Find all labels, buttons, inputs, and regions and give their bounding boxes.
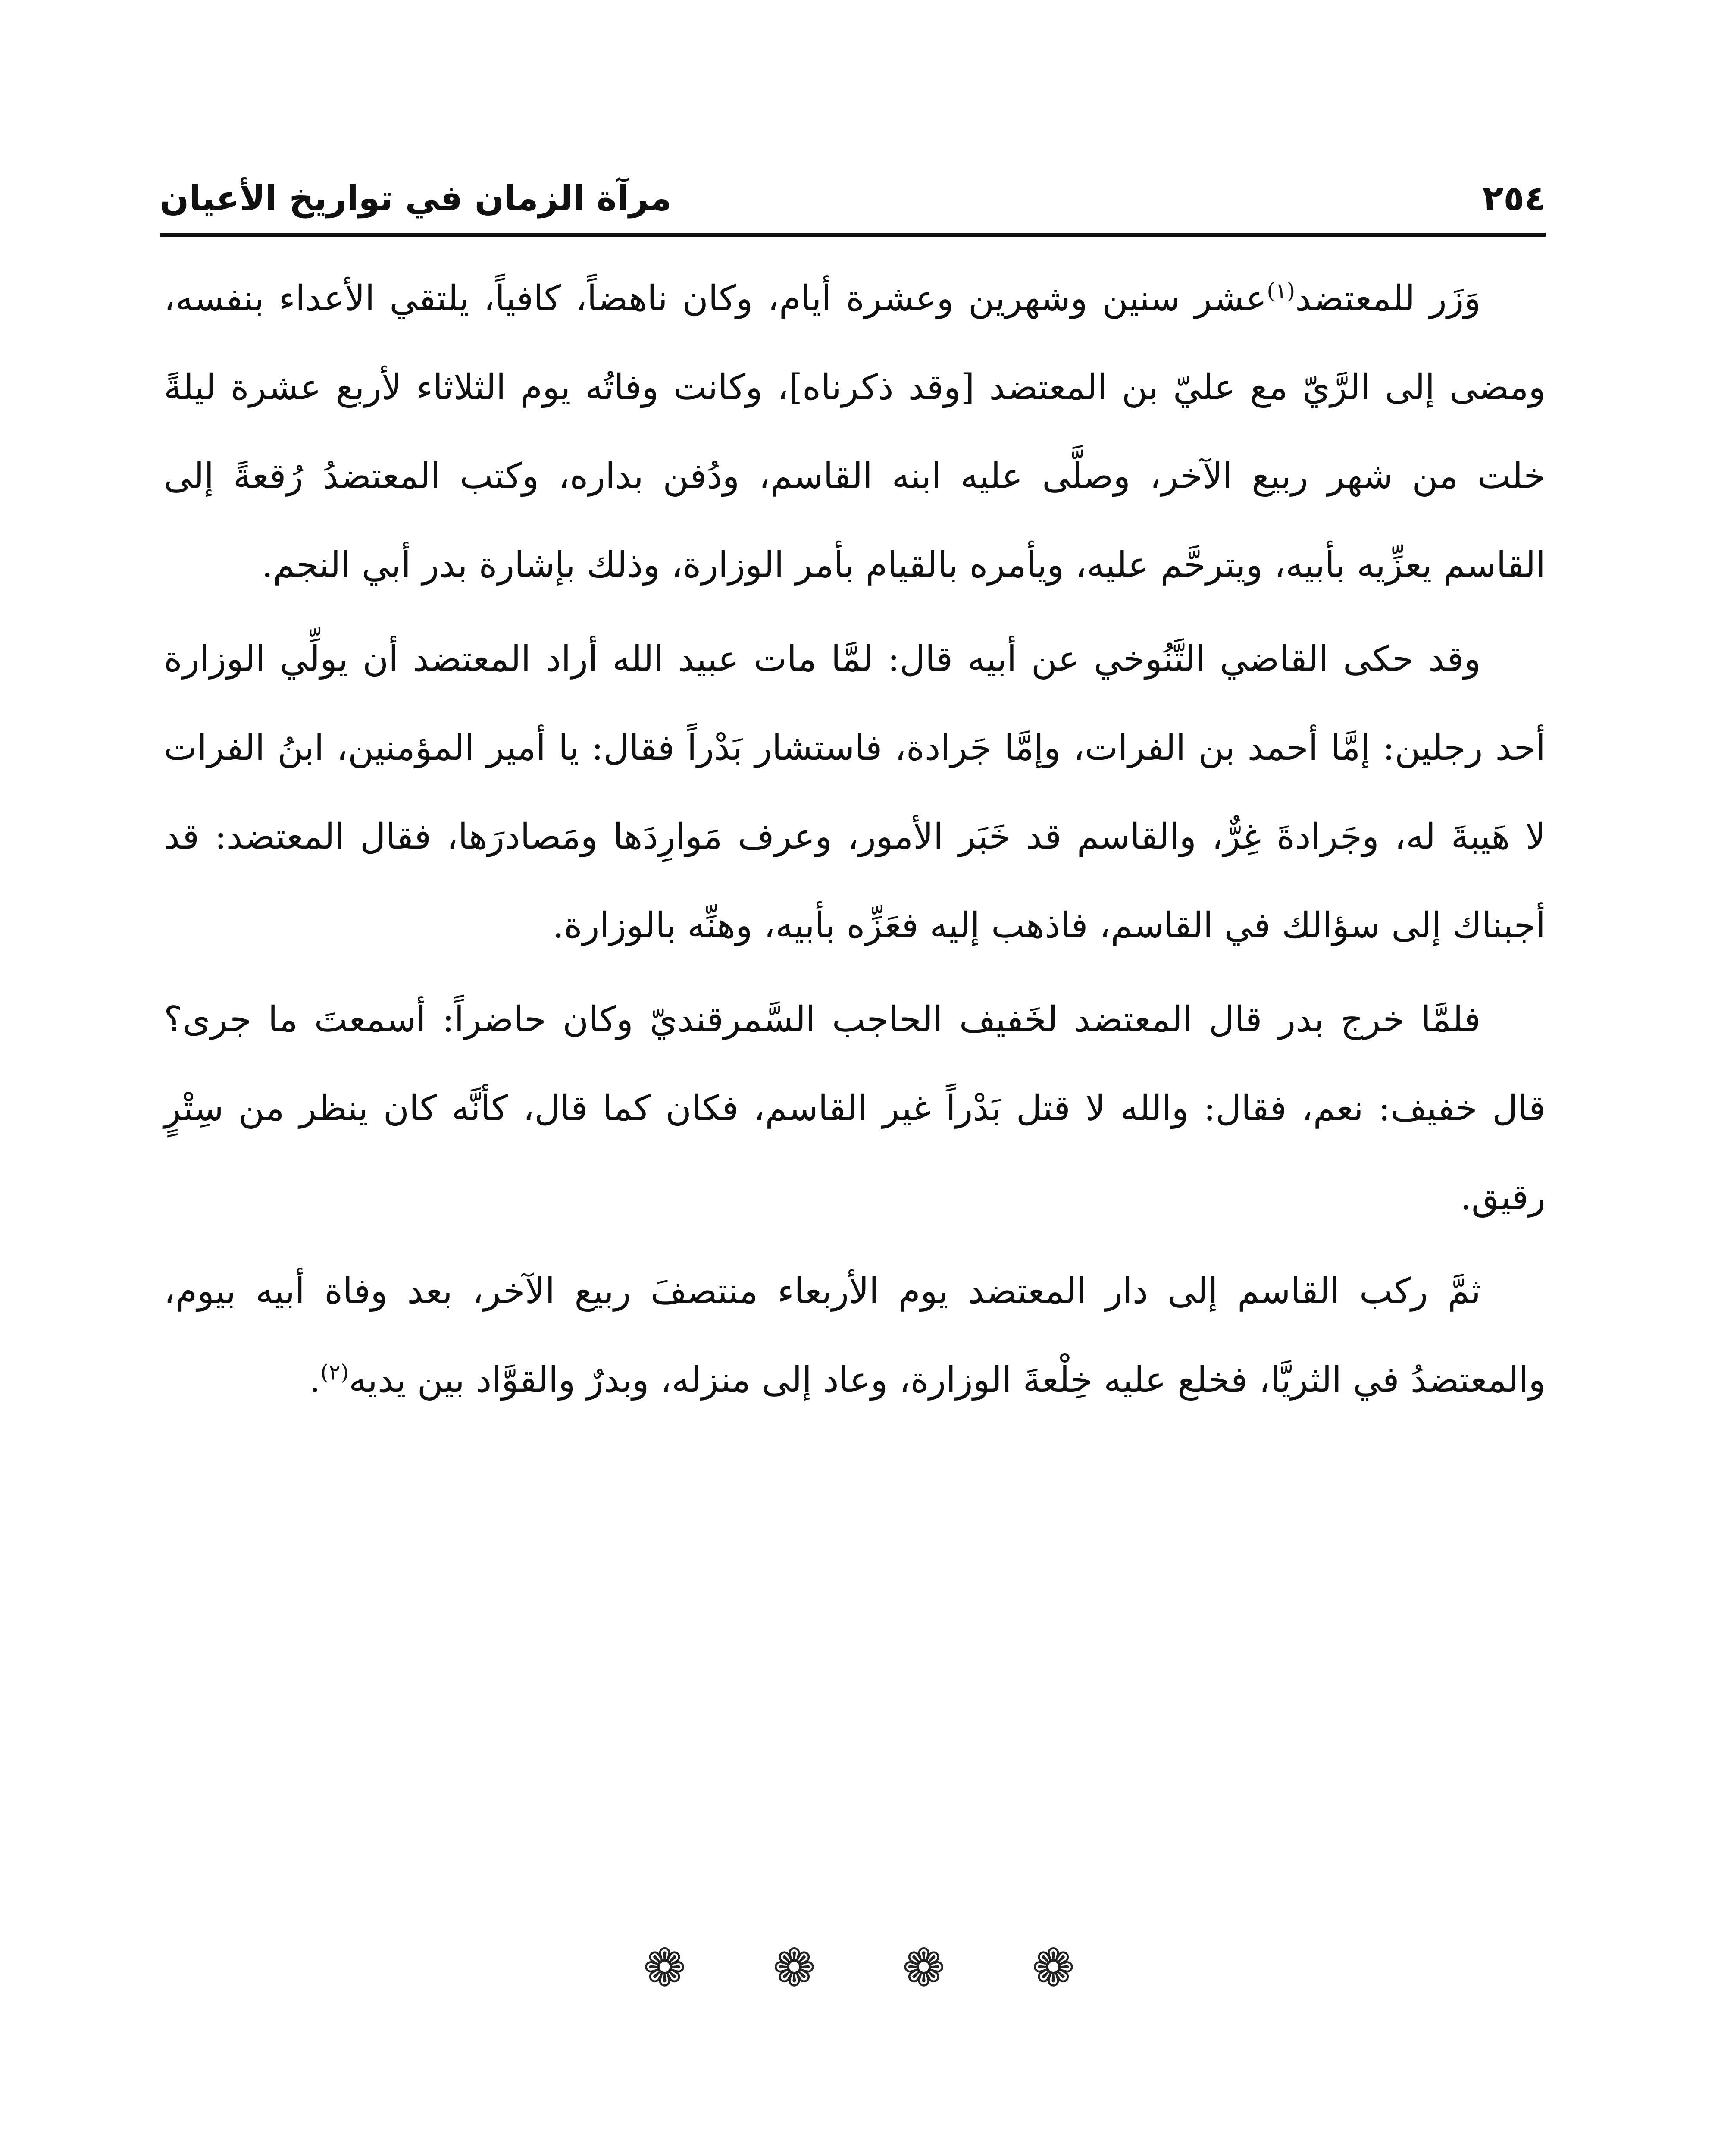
- running-header: [160, 151, 1546, 216]
- paragraph: [164, 615, 1546, 970]
- paragraph-text: .: [309, 1360, 321, 1401]
- flower-ornament-icon: ❁: [1032, 1938, 1075, 1998]
- flower-ornament-icon: ❁: [772, 1938, 816, 1998]
- page-number: ٢٥٤: [1482, 178, 1546, 218]
- main-text: [164, 254, 1546, 1430]
- paragraph: [164, 254, 1546, 610]
- flower-ornament-icon: ❁: [902, 1938, 946, 1998]
- paragraph: [164, 1247, 1546, 1425]
- paragraph-text: وقد حكى القاضي التَّنُوخي عن أبيه قال: لمَّا مات عبيد الله أراد المعتضد أن يولِّي الوزارة أحد رجلين: إمَّا أحمد بن الفرات، وإمَّا جَرادة، فاستشار بَدْراً فقال: يا أمير المؤمنين، ابنُ الفرات لا هَيبةَ له، وجَرادةَ غِرٌّ، والقاسم قد خَبَر الأمور، وعرف مَوارِدَها ومَصادرَها، فقال المعتضد: قد أجبناك إلى سؤالك في القاسم، فاذهب إليه فعَزِّه بأبيه، وهنِّه بالوزارة.: [164, 639, 1546, 946]
- paragraph-text: ثمَّ ركب القاسم إلى دار المعتضد يوم الأربعاء منتصفَ ربيع الآخر، بعد وفاة أبيه بيوم، والمعتضدُ في الثريَّا، فخلع عليه خِلْعةَ الوزارة، وعاد إلى منزله، وبدرٌ والقوَّاد بين يديه: [164, 1271, 1546, 1401]
- section-divider: [0, 1936, 1718, 2001]
- paragraph-text: عشر سنين وشهرين وعشرة أيام، وكان ناهضاً، كافياً، يلتقي الأعداء بنفسه، ومضى إلى الرَّيّ مع عليّ بن المعتضد [وقد ذكرناه]، وكانت وفاتُه يوم الثلاثاء لأربع عشرة ليلةً خلت من شهر ربيع الآخر، وصلَّى عليه ابنه القاسم، ودُفن بداره، وكتب المعتضدُ رُقعةً إلى القاسم يعزِّيه بأبيه، ويترحَّم عليه، ويأمره بالقيام بأمر الوزارة، وذلك بإشارة بدر أبي النجم.: [164, 278, 1546, 586]
- footnote-reference: (١): [1267, 278, 1296, 304]
- header-rule: [160, 233, 1546, 237]
- footnote-reference: (٢): [320, 1360, 349, 1385]
- flower-ornament-icon: ❁: [643, 1938, 686, 1998]
- paragraph-text: فلمَّا خرج بدر قال المعتضد لخَفيف الحاجب السَّمرقنديّ وكان حاضراً: أسمعتَ ما جرى؟ قال خفيف: نعم، فقال: والله لا قتل بَدْراً غير القاسم، فكان كما قال، كأنَّه كان ينظر من سِتْرٍ رقيق.: [164, 999, 1546, 1218]
- book-title: مرآة الزمان في تواريخ الأعيان: [160, 178, 672, 218]
- paragraph-text: وَزَر للمعتضد: [1295, 278, 1481, 319]
- paragraph: [164, 975, 1546, 1242]
